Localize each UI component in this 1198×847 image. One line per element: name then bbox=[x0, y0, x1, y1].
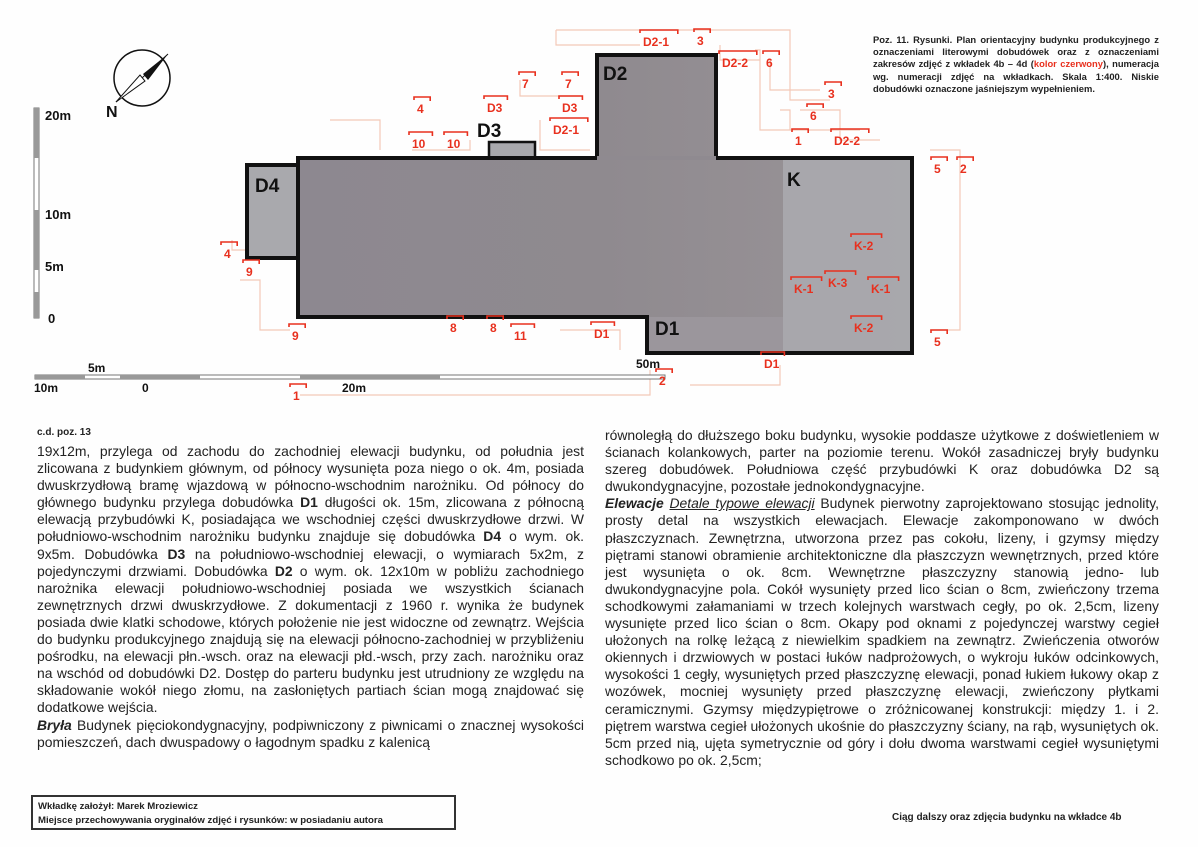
caption-highlight: kolor czerwony bbox=[1033, 58, 1103, 70]
photo-marker bbox=[444, 132, 467, 151]
photo-marker-bracket bbox=[243, 260, 259, 264]
photo-marker-bracket bbox=[559, 96, 582, 100]
text-segment: Budynek pierwotny zaprojektowano stosując jednolity, prosty detal na wszystkich elewacjach. Elewacje zakomponowano w dwóch płaszczyznach. Zewnętrzna, utworzona przez pas cokołu, lizeny, i gzymsy między piętrami stanowi obramienie architektoniczne dla płaszczyzn wewnętrznych, przed które jest wysunięta o ok. 8cm. Wewnętrzne płaszczyzny stanowią jedno- lub dwukondygnacyjne pola. Cokół wysunięty przed lico ścian o 8cm, zwieńczony trzema schodkowymi załamaniami w trzech kolejnych warstwach cegły, po ok. 2,5cm, lizeny wysunięte przed lico ścian o 8cm. Okapy pod oknami z pojedynczej warstwy cegieł ułożonych na rolkę leżącą z niewielkim spadkiem na zewnątrz. Zwieńczenia otworów okiennych i drzwiowych w postaci łuków nadprożowych, o wykroju łuków odcinkowych, wysokości 1 cegły, wysuniętych przed płaszczyznę elewacji, ponad łukiem łukowy okap z wozówek, mocniej wysunięty przed płaszczyznę elewacji, zwieńczony płytkami ceramicznymi. Gzymsy międzypiętrowe o zróżnicowanej konstrukcji: między 1. i 2. piętrem warstwa cegieł ułożonych ukośnie do płaszczyzny ściany, na rąb, wysuniętych ok. 5cm przed nią, ujęta symetrycznie od góry i dołu dwoma warstwami cegieł wysuniętymi schodkowo po ok. 2,5cm; bbox=[605, 495, 1160, 768]
photo-marker bbox=[931, 330, 947, 349]
photo-marker bbox=[763, 51, 779, 70]
photo-marker bbox=[825, 82, 841, 101]
photo-marker bbox=[290, 384, 306, 403]
photo-marker-label: 10 bbox=[447, 137, 461, 151]
photo-marker bbox=[484, 96, 507, 115]
photo-marker-label: 6 bbox=[766, 56, 773, 70]
photo-marker-bracket bbox=[409, 132, 432, 136]
author-box bbox=[31, 795, 456, 830]
photo-marker-label: 5 bbox=[934, 335, 941, 349]
photo-marker-label: 2 bbox=[960, 162, 967, 176]
hscale-0: 0 bbox=[142, 381, 149, 395]
photo-marker bbox=[931, 157, 947, 176]
photo-marker-label: 8 bbox=[490, 321, 497, 335]
photo-marker-bracket bbox=[831, 129, 869, 133]
hscale-5m: 5m bbox=[88, 361, 106, 375]
photo-marker-label: K-3 bbox=[828, 276, 848, 290]
photo-marker bbox=[289, 324, 305, 343]
photo-marker bbox=[591, 322, 614, 341]
photo-marker bbox=[831, 129, 869, 148]
photo-marker-label: 6 bbox=[810, 109, 817, 123]
photo-marker-bracket bbox=[484, 96, 507, 100]
photo-marker-label: 9 bbox=[292, 329, 299, 343]
description-right-column bbox=[605, 427, 1159, 769]
vscale-20m: 20m bbox=[45, 108, 72, 123]
section-heading-bryla: Bryła bbox=[37, 716, 72, 733]
photo-marker-label: 3 bbox=[828, 87, 835, 101]
photo-marker-bracket bbox=[591, 322, 614, 326]
photo-marker-label: D3 bbox=[487, 101, 503, 115]
photo-marker-label: D2-2 bbox=[834, 134, 861, 148]
label-d4: D4 bbox=[255, 176, 280, 197]
description-left-column bbox=[37, 443, 584, 751]
author-line: Wkładkę założył: Marek Mroziewicz bbox=[38, 801, 198, 812]
photo-marker bbox=[550, 118, 588, 137]
hscale-50m: 50m bbox=[636, 357, 661, 371]
photo-marker bbox=[511, 324, 534, 343]
photo-marker-bracket bbox=[719, 51, 757, 55]
annex-ref-d3: D3 bbox=[167, 545, 186, 562]
photo-marker bbox=[807, 104, 823, 123]
photo-marker-label: K-1 bbox=[871, 282, 891, 296]
photo-marker-bracket bbox=[640, 30, 678, 34]
photo-marker-bracket bbox=[792, 129, 808, 133]
plan-caption bbox=[873, 34, 1159, 95]
paragraph-elewacje bbox=[605, 495, 1159, 769]
label-d1: D1 bbox=[655, 319, 680, 340]
photo-marker-label: D1 bbox=[594, 327, 610, 341]
photo-marker-bracket bbox=[562, 72, 578, 76]
vscale-5m: 5m bbox=[45, 259, 64, 274]
photo-marker-label: K-1 bbox=[794, 282, 814, 296]
photo-marker bbox=[243, 260, 259, 279]
photo-marker-label: D2-1 bbox=[643, 35, 670, 49]
hscale-10m: 10m bbox=[34, 381, 59, 395]
photo-marker-label: 7 bbox=[522, 77, 529, 91]
annex-d3 bbox=[489, 142, 535, 158]
photo-marker-bracket bbox=[656, 369, 672, 373]
photo-marker-bracket bbox=[414, 97, 430, 101]
photo-marker-bracket bbox=[221, 242, 237, 246]
photo-marker-bracket bbox=[550, 118, 588, 122]
photo-marker-label: 5 bbox=[934, 162, 941, 176]
label-k: K bbox=[787, 170, 801, 191]
paragraph-annexes bbox=[37, 443, 584, 717]
photo-marker-label: K-2 bbox=[854, 321, 874, 335]
photo-marker-label: 7 bbox=[565, 77, 572, 91]
horizontal-scale-bar bbox=[34, 357, 665, 395]
photo-marker bbox=[519, 72, 535, 91]
photo-marker bbox=[656, 369, 672, 388]
annex-ref-d1: D1 bbox=[300, 494, 318, 511]
paragraph-bryla bbox=[37, 717, 584, 751]
vertical-scale-bar bbox=[34, 108, 71, 326]
photo-marker bbox=[409, 132, 432, 151]
photo-marker-label: 8 bbox=[450, 321, 457, 335]
photo-marker-label: 3 bbox=[697, 34, 704, 48]
hscale-20m: 20m bbox=[342, 381, 367, 395]
photo-marker-label: D2-1 bbox=[553, 123, 580, 137]
caption-lead: Poz. 11. Rysunki. Plan orientacyjny budynku produkcyjnego z oznaczeniami literowymi dobudówek oraz z oznaczeniami zakresów zdjęć z wkładek 4b – 4d ( bbox=[873, 34, 1159, 70]
storage-line: Miejsce przechowywania oryginałów zdjęć i rysunków: w posiadaniu autora bbox=[38, 815, 383, 826]
vscale-0: 0 bbox=[48, 311, 56, 326]
photo-marker bbox=[792, 129, 808, 148]
photo-marker-bracket bbox=[931, 330, 947, 334]
photo-marker-label: 11 bbox=[514, 329, 527, 343]
photo-marker bbox=[640, 30, 678, 49]
subheading-detale: Detale typowe elewacji bbox=[669, 495, 815, 512]
photo-marker-bracket bbox=[763, 51, 779, 55]
photo-marker bbox=[694, 29, 710, 48]
photo-marker-bracket bbox=[807, 104, 823, 108]
photo-marker bbox=[559, 96, 582, 115]
paragraph-form: równoległą do dłuższego boku budynku, wysokie poddasze użytkowe z doświetleniem w ścianach kolankowych, parter na poziomie terenu. Wokół zasadniczej bryły budynku szereg dobudówek. Południowa część przybudówki K oraz dobudówka D2 są dwukondygnacyjne, pozostałe jednokondygnacyjne. bbox=[605, 427, 1159, 495]
text-segment: o wym. ok. 9x5m. Dobudówka bbox=[37, 528, 585, 562]
photo-marker-label: D1 bbox=[764, 357, 780, 371]
photo-marker-label: K-2 bbox=[854, 239, 874, 253]
photo-marker-bracket bbox=[444, 132, 467, 136]
photo-marker bbox=[221, 242, 237, 261]
label-d3: D3 bbox=[477, 121, 502, 142]
photo-marker bbox=[562, 72, 578, 91]
photo-marker-bracket bbox=[931, 157, 947, 161]
photo-marker-bracket bbox=[511, 324, 534, 328]
text-segment: na południowo-wschodniej elewacji, o wymiarach 5x2m, z pojedynczymi drzwiami. Dobudówka bbox=[37, 545, 584, 579]
photo-marker-bracket bbox=[825, 82, 841, 86]
photo-marker-bracket bbox=[519, 72, 535, 76]
photo-marker-bracket bbox=[694, 29, 710, 33]
photo-marker-label: 1 bbox=[795, 134, 802, 148]
annex-ref-d2: D2 bbox=[274, 562, 293, 579]
north-arrow-icon bbox=[106, 50, 170, 121]
north-label: N bbox=[106, 104, 118, 121]
text-segment: 19x12m, przylega od zachodu do zachodniej elewacji budynku, od południa jest zlicowana z budynkiem głównym, od północy wysunięta poza niego o ok. 4m, posiada dwuskrzydłową bramę wjazdową w północno-wschodnim narożniku. Od północy do głównego budynku przylega dobudówka bbox=[37, 443, 584, 511]
photo-marker bbox=[414, 97, 430, 116]
vscale-10m: 10m bbox=[45, 207, 72, 222]
photo-marker-label: D3 bbox=[562, 101, 578, 115]
photo-marker-label: 1 bbox=[293, 389, 300, 403]
photo-marker-label: 4 bbox=[224, 247, 231, 261]
caption-tail: ), numeracja wg. numeracji zdjęć na wkładkach. Skala 1:400. Niskie dobudówki oznaczone jaśniejszym wypełnieniem. bbox=[873, 58, 1160, 94]
continuation-label: c.d. poz. 13 bbox=[37, 427, 91, 438]
photo-marker-label: D2-2 bbox=[722, 56, 749, 70]
text-segment: długości ok. 15m, zlicowana z północną elewacją przybudówki K, posiadająca we wschodniej części dwuskrzydłowe drzwi. W południowo-wschodnim narożniku budynku znajduje się dobudówka bbox=[37, 494, 584, 545]
section-heading-elewacje: Elewacje bbox=[605, 495, 664, 512]
photo-marker-label: 4 bbox=[417, 102, 424, 116]
photo-marker-label: 10 bbox=[412, 137, 426, 151]
text-segment: o wym. ok. 12x10m w pobliżu zachodniego narożnika elewacji południowo-wschodniej posiada we wszystkich ścianach zewnętrznych drzwi dwuskrzydłowe. Z dokumentacji z 1960 r. wynika że budynek posiada dwie klatki schodowe, których położenie nie jest widoczne od zewnątrz. Wejścia do budynku produkcyjnego znajdują się na elewacji północno-zachodniej w przybliżeniu pośrodku, na elewacji płn.-wsch. oraz na elewacji płd.-wsch, przy zach. narożniku oraz na wschód od dobudówki D2. Dostęp do parteru budynku jest utrudniony ze względu na składowanie wokół niego złomu, na zasłoniętych partiach ścian mogą znajdować się dodatkowe wejścia. bbox=[37, 562, 584, 716]
continuation-note: Ciąg dalszy oraz zdjęcia budynku na wkładce 4b bbox=[892, 812, 1122, 823]
photo-marker-bracket bbox=[290, 384, 306, 388]
photo-marker-bracket bbox=[289, 324, 305, 328]
annex-ref-d4: D4 bbox=[483, 528, 502, 545]
label-d2: D2 bbox=[603, 64, 628, 85]
photo-marker-label: 9 bbox=[246, 265, 253, 279]
photo-marker-label: 2 bbox=[659, 374, 666, 388]
text-segment: Budynek pięciokondygnacyjny, podpiwniczony z piwnicami o znacznej wysokości pomieszczeń, dach dwuspadowy o łagodnym spadku z kalenicą bbox=[37, 716, 584, 750]
